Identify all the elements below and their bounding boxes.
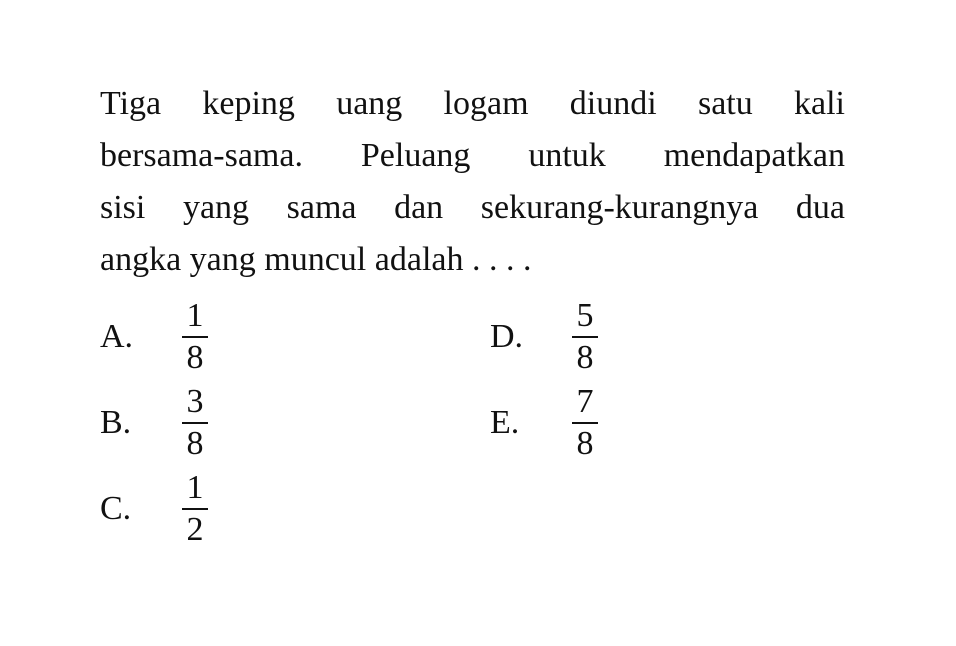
fraction-bar: [182, 336, 208, 338]
option-fraction: [180, 298, 210, 376]
fraction-bar: [572, 422, 598, 424]
option-e[interactable]: [490, 384, 600, 462]
option-d[interactable]: [490, 298, 600, 376]
fraction-bar: [572, 336, 598, 338]
option-letter: A.: [100, 318, 134, 355]
option-letter: B.: [100, 404, 132, 441]
option-fraction: [570, 384, 600, 462]
question-line: Tiga keping uang logam diundi satu kali: [100, 85, 845, 122]
fraction-numerator: 1: [186, 297, 204, 334]
option-a[interactable]: [100, 298, 210, 376]
fraction-denominator: 8: [576, 339, 594, 376]
fraction-numerator: 1: [186, 469, 204, 506]
fraction-denominator: 8: [576, 425, 594, 462]
option-letter: D.: [490, 318, 524, 355]
question-line: angka yang muncul adalah . . . .: [100, 241, 532, 278]
fraction-numerator: 7: [576, 383, 594, 420]
option-b[interactable]: [100, 384, 210, 462]
option-fraction: [180, 470, 210, 548]
question-line: sisi yang sama dan sekurang-kurangnya dua: [100, 189, 845, 226]
fraction-denominator: 8: [186, 425, 204, 462]
fraction-denominator: 2: [186, 511, 204, 548]
fraction-bar: [182, 508, 208, 510]
question-line: bersama-sama. Peluang untuk mendapatkan: [100, 137, 845, 174]
option-fraction: [180, 384, 210, 462]
fraction-numerator: 3: [186, 383, 204, 420]
option-letter: E.: [490, 404, 520, 441]
fraction-denominator: 8: [186, 339, 204, 376]
question-text: [100, 78, 845, 286]
option-letter: C.: [100, 490, 132, 527]
option-c[interactable]: [100, 470, 210, 548]
option-fraction: [570, 298, 600, 376]
fraction-numerator: 5: [576, 297, 594, 334]
fraction-bar: [182, 422, 208, 424]
